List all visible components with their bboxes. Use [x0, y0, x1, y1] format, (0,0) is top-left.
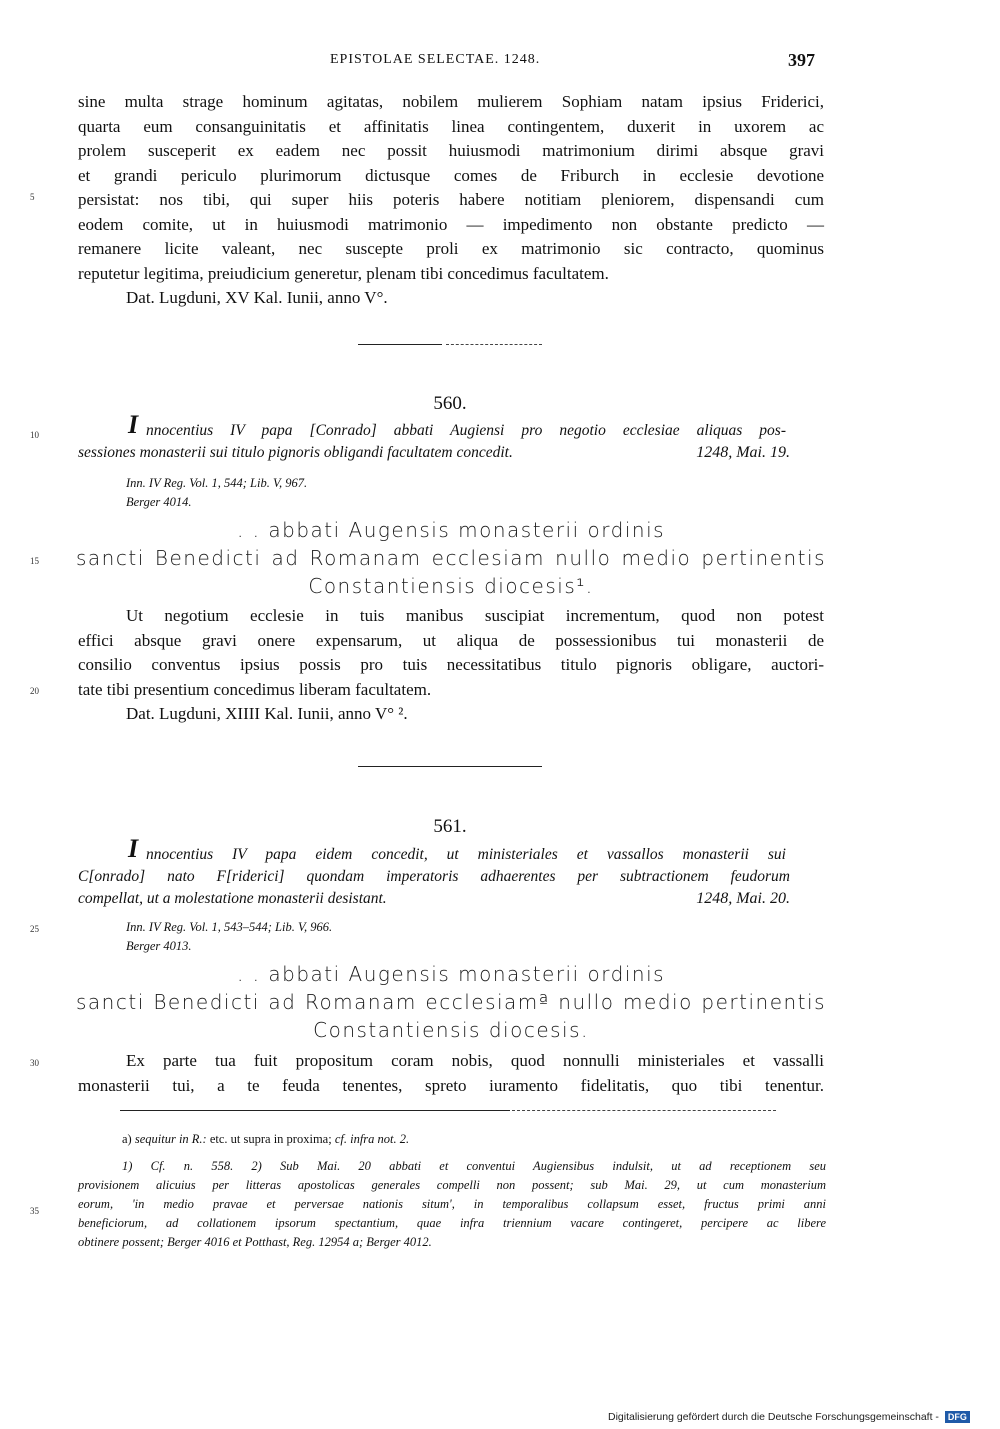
- credit-text: Digitalisierung gefördert durch die Deutsche Forschungsgemeinschaft -: [608, 1411, 939, 1423]
- line-number: 30: [30, 1058, 39, 1068]
- running-head: [0, 52, 1000, 72]
- summary-line: [78, 888, 790, 910]
- text-line: Ex parte tua fuit propositum coram nobis, quod nonnulli ministeriales et vassalli: [126, 1051, 824, 1070]
- document-number-561: 561.: [433, 816, 467, 837]
- source-line: Berger 4013.: [126, 939, 192, 953]
- text-line: prolem susceperit ex eadem nec possit huiusmodi matrimonium dirimi absque gravi: [78, 141, 824, 160]
- source-line: Inn. IV Reg. Vol. 1, 543–544; Lib. V, 966.: [126, 920, 333, 934]
- address-561: [76, 960, 826, 1044]
- line-number: 25: [30, 924, 39, 934]
- footnote-line: eorum, 'in medio pravae et perversae nationis situm', in temporalibus collapsum esset, fructus primi anni: [78, 1197, 826, 1211]
- footnote-line: 1) Cf. n. 558. 2) Sub Mai. 20 abbati et conventui Augiensibus indulsit, ut ad receptionem seu: [122, 1159, 826, 1173]
- address-560: [76, 516, 826, 600]
- footnotes: [78, 1130, 826, 1252]
- line-number: 15: [30, 556, 39, 566]
- summary-initial: I: [128, 410, 139, 439]
- text-line: remanere licite valeant, nec suscepte proli ex matrimonio sic contracto, quominus: [78, 239, 824, 258]
- footnote-a: [78, 1130, 826, 1149]
- source-reference-561: [126, 918, 332, 956]
- dating-clause: Dat. Lugduni, XIIII Kal. Iunii, anno V° ².: [126, 704, 408, 723]
- footnote-text: etc. ut supra in proxima;: [209, 1132, 332, 1146]
- regest-summary-560: [78, 410, 790, 464]
- regest-summary-561: [78, 834, 790, 910]
- line-number: 20: [30, 686, 39, 696]
- document-date: 1248, Mai. 20.: [696, 890, 790, 907]
- text-line: eodem comite, ut in huiusmodi matrimonio — impedimento non obstante predicto —: [78, 214, 824, 234]
- document-number-560: 560.: [433, 393, 467, 414]
- dating-clause: Dat. Lugduni, XV Kal. Iunii, anno V°.: [126, 288, 388, 307]
- address-line: Constantiensis diocesis¹.: [308, 574, 594, 598]
- document-date: 1248, Mai. 19.: [696, 444, 790, 461]
- footnote-line: provisionem alicuius per litteras apostolicas generales compelli non possent; sub Mai. 29, ut cum monasterium: [78, 1178, 826, 1192]
- line-number: 5: [30, 192, 35, 202]
- text-line: et grandi periculo plurimorum dictusque comes de Friburch in ecclesie devotione: [78, 165, 824, 185]
- document-text-560: [78, 604, 824, 727]
- section-divider: [358, 344, 442, 345]
- continuation-text: [78, 90, 824, 311]
- summary-text: sessiones monasterii sui titulo pignoris obligandi facultatem concedit.: [78, 444, 513, 461]
- digitization-credit: [608, 1411, 970, 1423]
- address-line: . . abbati Augensis monasterii ordinis: [236, 518, 666, 542]
- summary-line: C[onrado] nato F[riderici] quondam imperatoris adhaerentes per subtractionem feudorum: [78, 868, 790, 885]
- text-line: monasterii tui, a te feuda tenentes, spreto iuramento fidelitatis, quo tibi tenentur.: [78, 1075, 824, 1095]
- footnote-text: sequitur in R.:: [134, 1132, 207, 1146]
- address-line: Constantiensis diocesis.: [313, 1018, 589, 1042]
- running-title: EPISTOLAE SELECTAE. 1248.: [330, 52, 541, 67]
- source-line: Berger 4014.: [126, 495, 192, 509]
- summary-text: nnocentius IV papa [Conrado] abbati Augiensi pro negotio ecclesiae aliquas pos-: [146, 422, 786, 439]
- footnote-line: beneficiorum, ad collationem ipsorum spectantium, quae infra triennium vacare contingeret, percipere ac libere: [78, 1216, 826, 1230]
- text-line: reputetur legitima, preiudicium generetur, plenam tibi concedimus facultatem.: [78, 263, 609, 283]
- footnote-separator-dashed: [512, 1110, 776, 1111]
- line-number: 35: [30, 1206, 39, 1216]
- text-line: sine multa strage hominum agitatas, nobilem mulierem Sophiam natam ipsius Friderici,: [78, 92, 824, 111]
- address-line: . . abbati Augensis monasterii ordinis: [236, 962, 666, 986]
- summary-line: [78, 442, 790, 464]
- text-line: effici absque gravi onere expensarum, ut aliqua de possessionibus tui monasterii de: [78, 630, 824, 650]
- summary-line: [78, 834, 790, 866]
- source-line: Inn. IV Reg. Vol. 1, 544; Lib. V, 967.: [126, 476, 308, 490]
- text-line: quarta eum consanguinitatis et affinitatis linea contingentem, duxerit in uxorem ac: [78, 116, 824, 136]
- footnote-line: obtinere possent; Berger 4016 et Potthast, Reg. 12954 a; Berger 4012.: [78, 1235, 432, 1249]
- summary-text: nnocentius IV papa eidem concedit, ut ministeriales et vassallos monasterii sui: [146, 846, 786, 863]
- summary-text: compellat, ut a molestatione monasterii desistant.: [78, 890, 387, 907]
- summary-initial: I: [128, 834, 139, 863]
- section-divider: [358, 766, 542, 767]
- source-reference-560: [126, 474, 307, 512]
- line-number: 10: [30, 430, 39, 440]
- text-line: Ut negotium ecclesie in tuis manibus suscipiat incrementum, quod non potest: [126, 606, 824, 625]
- section-divider-dashed: [446, 344, 542, 345]
- text-line: persistat: nos tibi, qui super hiis poteris habere notitiam pleniorem, dispensandi cum: [78, 190, 824, 209]
- dfg-logo: DFG: [945, 1411, 970, 1423]
- text-line: tate tibi presentium concedimus liberam facultatem.: [78, 679, 432, 699]
- address-line: sancti Benedicti ad Romanam ecclesiamª nullo medio pertinentis: [76, 990, 826, 1014]
- address-line: sancti Benedicti ad Romanam ecclesiam nullo medio pertinentis: [76, 546, 826, 570]
- text-line: consilio conventus ipsius possis pro tuis necessitatibus titulo pignoris obligare, auctori-: [78, 655, 824, 674]
- footnote-label: a): [122, 1132, 132, 1146]
- page-number: 397: [788, 50, 815, 70]
- document-text-561: [78, 1049, 824, 1098]
- footnote-text: cf. infra not. 2.: [334, 1132, 410, 1146]
- summary-line: [78, 410, 790, 442]
- footnote-separator: [120, 1110, 510, 1111]
